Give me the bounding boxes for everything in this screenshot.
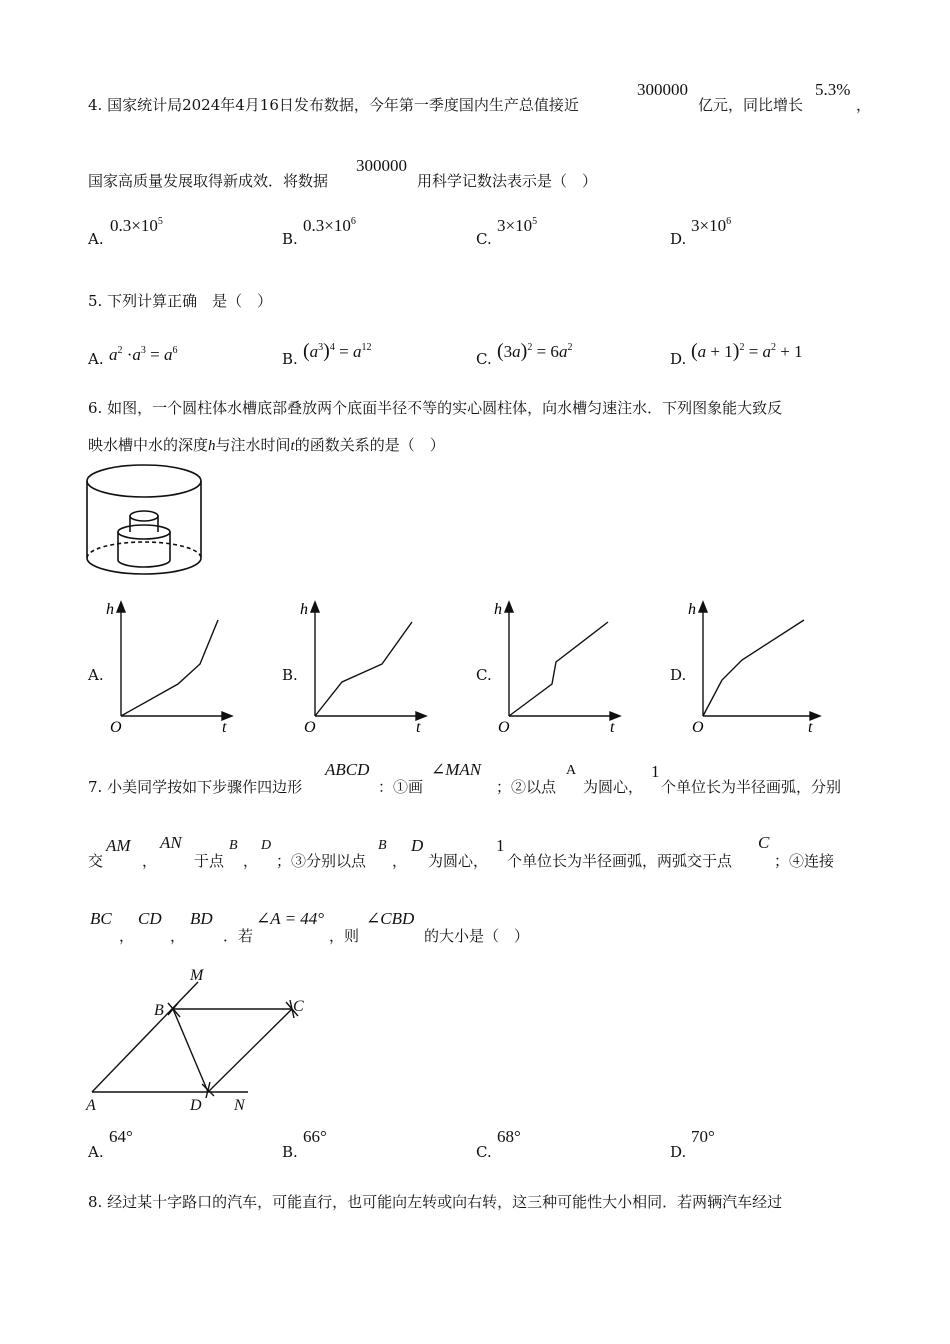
q7-point-b-2: B (378, 838, 387, 853)
q4-line2-suffix: 用科学记数法表示是（ ） (417, 172, 598, 190)
q7-l1-e: 个单位长为半径画弧，分别 (661, 778, 842, 796)
q8-stem-line1: 8. 经过某十字路口的汽车，可能直行，也可能向左转或向右转，这三种可能性大小相同．若两辆汽车经过 (88, 1193, 783, 1211)
q5-option-a-label[interactable]: A. (88, 350, 104, 368)
q7-cd: CD (138, 909, 162, 928)
q4-option-a-label[interactable]: A. (88, 230, 104, 248)
q7-l2-b: 于点 (194, 852, 225, 870)
segment-bd (173, 1009, 208, 1092)
q7-option-d-label[interactable]: D. (670, 1143, 687, 1161)
q5-option-b-formula: $(a^3)^4 = a^{12}$ (303, 340, 372, 362)
q7-comma-4: ， (119, 927, 135, 945)
q6-graph-c (494, 598, 626, 738)
q7-l3-b: ，则 (329, 927, 360, 945)
q4-option-d-label[interactable]: D. (670, 230, 687, 248)
arc-mark-d (202, 1082, 214, 1098)
q7-l3-a: ．若 (223, 927, 254, 945)
q7-l2-e: 个单位长为半径画弧，两弧交于点 (507, 852, 733, 870)
q7-angle-man: ∠MAN (431, 760, 482, 779)
q6-graph-b (300, 598, 432, 738)
graph-d-origin: O (692, 719, 704, 736)
q5-option-a-formula: $a^2 \cdot a^3 = a^6$ (109, 345, 178, 364)
q7-l1-d: 为圆心， (583, 778, 644, 796)
graph-a-axis-t: t (222, 719, 227, 736)
fig-label-c: C (293, 998, 304, 1015)
q7-l1-c: ；②以点 (496, 778, 557, 796)
q7-l2-a: 交 (88, 852, 104, 870)
q6-option-c-label[interactable]: C. (476, 666, 492, 684)
fig-label-m: M (190, 967, 204, 984)
q7-bd: BD (190, 909, 213, 928)
graph-c-axis-h: h (494, 601, 502, 618)
q7-option-a-value: 64° (109, 1127, 133, 1146)
tank-bottom-front (87, 558, 201, 574)
q7-option-c-value: 68° (497, 1127, 521, 1146)
segment-cd (208, 1009, 292, 1092)
q7-point-a: A (566, 763, 577, 778)
q6-stem-line1: 6. 如图，一个圆柱体水槽底部叠放两个底面半径不等的实心圆柱体，向水槽匀速注水．下列图象能大致反 (88, 399, 783, 417)
graph-d-axis-h: h (688, 601, 696, 618)
q7-l3-c: 的大小是（ ） (424, 927, 530, 945)
graph-a-origin: O (110, 719, 122, 736)
small-cylinder-top (130, 511, 158, 521)
q7-an: AN (160, 833, 182, 852)
q5-option-c-formula: $(3a)^2 = 6a^2$ (497, 340, 573, 362)
q4-option-c-value: $3\times 10^5$ (497, 216, 538, 235)
q7-angle-a: ∠A = 44° (256, 909, 325, 928)
big-cylinder-top (118, 525, 170, 539)
q4-line2-prefix: 国家高质量发展取得新成效．将数据 (88, 172, 329, 190)
q6-graph-d (688, 598, 828, 738)
q7-figure (80, 962, 320, 1118)
tank-bottom-back (87, 542, 201, 558)
small-cylinder-body (130, 516, 158, 532)
graph-b-origin: O (304, 719, 316, 736)
q7-l2-c: ；③分别以点 (276, 852, 367, 870)
q6-option-b-label[interactable]: B. (282, 666, 298, 684)
q7-comma-5: ， (170, 927, 186, 945)
q7-one-1: 1 (651, 762, 660, 781)
q7-option-b-label[interactable]: B. (282, 1143, 298, 1161)
q7-abcd: ABCD (325, 760, 370, 779)
ray-am (92, 982, 198, 1092)
graph-b-curve (315, 622, 412, 716)
q7-angle-cbd: ∠CBD (366, 909, 415, 928)
q4-rate: 5.3% (815, 80, 851, 99)
q5-option-d-label[interactable]: D. (670, 350, 687, 368)
graph-d-axis-t: t (808, 719, 813, 736)
arc-mark-b (168, 1003, 180, 1017)
q7-l1-a: 7. 小美同学按如下步骤作四边形 (88, 778, 303, 796)
q4-option-c-label[interactable]: C. (476, 230, 492, 248)
q6-option-a-label[interactable]: A. (88, 666, 104, 684)
graph-c-origin: O (498, 719, 510, 736)
q4-option-d-value: $3\times 10^6$ (691, 216, 732, 235)
fig-label-n: N (234, 1097, 245, 1114)
q4-option-a-value: $0.3\times 10^5$ (110, 216, 163, 235)
q4-stem-line1 (88, 94, 579, 115)
graph-a-curve (121, 620, 218, 716)
q7-comma-3: ， (392, 852, 408, 870)
q7-option-a-label[interactable]: A. (88, 1143, 104, 1161)
q4-mid-text: 亿元，同比增长 (698, 96, 804, 114)
tank-top-rim (87, 465, 201, 497)
q7-point-d-1: D (261, 838, 272, 853)
q7-l1-b: ：①画 (378, 778, 424, 796)
q7-point-b-1: B (229, 838, 238, 853)
q7-l2-d: 为圆心， (428, 852, 489, 870)
q7-point-c: C (758, 833, 770, 852)
q7-bc: BC (90, 909, 112, 928)
graph-a-axis-h: h (106, 601, 114, 618)
q7-one-2: 1 (496, 836, 505, 855)
q7-option-b-value: 66° (303, 1127, 327, 1146)
q7-comma-1: ， (142, 852, 158, 870)
q4-value1: 300000 (637, 80, 688, 99)
graph-c-axis-t: t (610, 719, 615, 736)
q5-option-b-label[interactable]: B. (282, 350, 298, 368)
fig-label-a: A (86, 1097, 96, 1114)
q7-am: AM (106, 836, 131, 855)
q7-point-d-2: D (411, 836, 424, 855)
q6-option-d-label[interactable]: D. (670, 666, 687, 684)
graph-c-curve (509, 622, 608, 716)
graph-b-axis-h: h (300, 601, 308, 618)
graph-b-axis-t: t (416, 719, 421, 736)
q4-prefix: 4. 国家统计局2024年4月16日发布数据，今年第一季度国内生产总值接近 (88, 96, 579, 114)
q7-l2-f: ；④连接 (774, 852, 835, 870)
q4-comma: ， (856, 96, 872, 114)
q7-comma-2: ， (243, 852, 259, 870)
q5-stem: 5. 下列计算正确 是（ ） (88, 292, 273, 310)
fig-label-b: B (154, 1002, 164, 1019)
q5-option-d-formula: $(a + 1)^2 = a^2 + 1$ (691, 340, 803, 362)
q4-value2: 300000 (356, 156, 407, 175)
q7-option-c-label[interactable]: C. (476, 1143, 492, 1161)
q6-stem-line2: 映水槽中水的深度h与注水时间t的函数关系的是（ ） (88, 436, 445, 454)
fig-label-d: D (190, 1097, 202, 1114)
q4-option-b-label[interactable]: B. (282, 230, 298, 248)
q7-option-d-value: 70° (691, 1127, 715, 1146)
q6-graph-a (106, 598, 238, 738)
q5-option-c-label[interactable]: C. (476, 350, 492, 368)
q4-option-b-value: $0.3\times 10^6$ (303, 216, 356, 235)
graph-d-curve (703, 620, 804, 716)
q6-tank-figure (84, 460, 206, 584)
